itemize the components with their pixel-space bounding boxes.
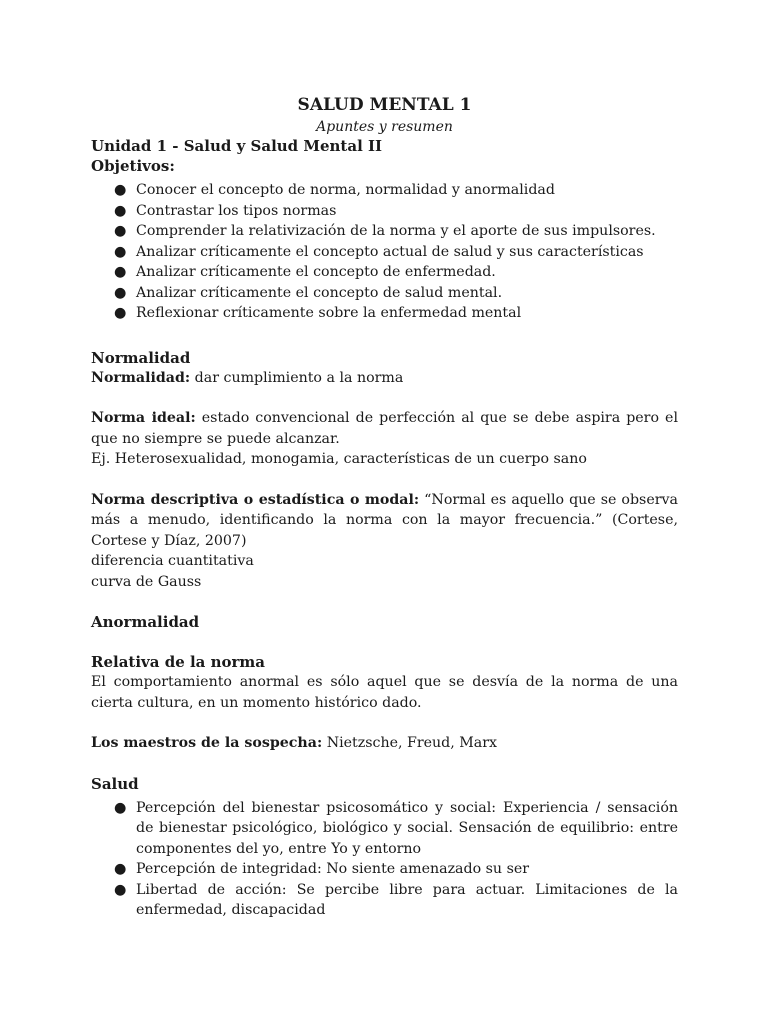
anormalidad-section (91, 612, 678, 632)
list-item: ● Analizar críticamente el concepto de salud mental. (136, 283, 678, 304)
unit-heading: Unidad 1 - Salud y Salud Mental II (91, 137, 383, 155)
maestros-line: Los maestros de la sospecha: Nietzsche, Freud, Marx (91, 735, 498, 751)
relativa-section (91, 652, 678, 713)
document-title: SALUD MENTAL 1 (297, 95, 472, 115)
norma-ideal-example: Ej. Heterosexualidad, monogamia, características de un cuerpo sano (91, 451, 587, 467)
list-item: ● Percepción de integridad: No siente amenazado su ser (136, 859, 678, 880)
salud-list (91, 798, 678, 921)
document-subtitle: Apuntes y resumen (316, 119, 453, 135)
section-heading: Normalidad (91, 348, 191, 367)
normalidad-section (91, 348, 678, 389)
section-heading: Relativa de la norma (91, 653, 266, 671)
norma-ideal-section (91, 408, 678, 470)
list-item: ● Analizar críticamente el concepto de enfermedad. (136, 262, 678, 283)
objectives-heading: Objetivos: (91, 157, 175, 175)
salud-section (91, 774, 678, 921)
list-item: ● Analizar críticamente el concepto actual de salud y sus características (136, 242, 678, 263)
list-item: ● Reflexionar críticamente sobre la enfermedad mental (136, 303, 678, 324)
bullet-icon: ● (114, 861, 127, 877)
norma-descriptiva-note-2: curva de Gauss (91, 573, 202, 590)
bullet-icon: ● (114, 243, 127, 260)
list-item: ● Contrastar los tipos normas (136, 201, 678, 222)
list-item: ● Percepción del bienestar psicosomático y social: Experiencia / sensación de bienestar psicológico, biológico y social. Sensación de equilibrio: entre componentes del yo, entre Yo y entorno (114, 799, 678, 857)
list-item: ● Comprender la relativización de la norma y el aporte de sus impulsores. (136, 221, 678, 242)
section-heading: Salud (91, 774, 139, 793)
list-item: ● Libertad de acción: Se percibe libre para actuar. Limitaciones de la enfermedad, discapacidad (114, 881, 678, 918)
bullet-icon: ● (114, 223, 127, 239)
norma-descriptiva-note-1: diferencia cuantitativa (91, 553, 254, 569)
list-item: ● Conocer el concepto de norma, normalidad y anormalidad (136, 180, 678, 201)
bullet-icon: ● (114, 202, 127, 219)
bullet-icon: ● (114, 284, 127, 301)
norma-descriptiva-definition: Norma descriptiva o estadística o modal: “Normal es aquello que se observa más a menudo, identificando la norma con la mayor frecuencia.” (Cortese, Cortese y Díaz, 2007) (91, 491, 678, 549)
norma-ideal-definition: Norma ideal: estado convencional de perfección al que se debe aspira pero el que no siempre se puede alcanzar. (91, 410, 678, 447)
bullet-icon: ● (114, 799, 127, 816)
normalidad-definition: Normalidad: dar cumplimiento a la norma (91, 369, 404, 386)
bullet-icon: ● (114, 182, 127, 198)
relativa-text: El comportamiento anormal es sólo aquel que se desvía de la norma de una cierta cultura, en un momento histórico dado. (91, 674, 678, 711)
bullet-icon: ● (114, 881, 127, 898)
bullet-icon: ● (114, 264, 127, 280)
maestros-section (91, 733, 678, 754)
document-page (91, 92, 678, 921)
bullet-icon: ● (114, 305, 127, 321)
section-heading: Anormalidad (91, 613, 200, 631)
norma-descriptiva-section (91, 490, 678, 593)
objectives-list (91, 180, 678, 324)
